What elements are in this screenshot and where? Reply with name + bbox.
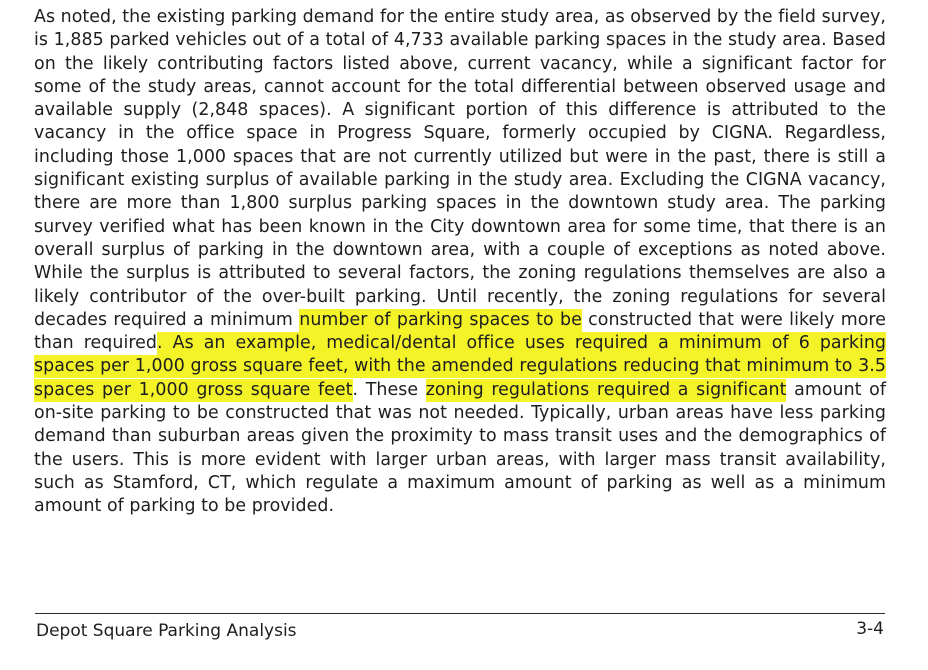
paragraph-text-middle-1: constructed that were likely more than required [34, 309, 886, 354]
paragraph-text-end: amount of on-site parking to be constructed that was not needed. Typically, urban areas have less parking demand than suburban areas given the proximity to mass transit uses and the demographics of the users. This is more evident with larger urban areas, with larger mass transit availability, such as Stamford, CT, which regulate a maximum amount of parking as well as a minimum amount of parking to be provided. [34, 379, 887, 517]
footer-document-title: Depot Square Parking Analysis [36, 621, 297, 641]
paragraph-text-start: As noted, the existing parking demand for the entire study area, as observed by the field survey, is 1,885 parked vehicles out of a total of 4,733 available parking spaces in the study area. Based on the likely contributing factors listed above, current vacancy, while a significant factor for some of the study areas, cannot account for the total differential between observed usage and available supply (2,848 spaces). A significant portion of this difference is attributed to the vacancy in the office space in Progress Square, formerly occupied by CIGNA. Regardless, including those 1,000 spaces that are not currently utilized but were in the past, there is still a significant existing surplus of available parking in the study area. Excluding the CIGNA vacancy, there are more than 1,800 surplus parking spaces in the downtown study area. The parking survey verified what has been known in the City downtown area for some time, that there is an overall surplus of parking in the downtown area, with a couple of exceptions as noted above. While the surplus is attributed to several factors, the zoning regulations themselves are also a likely contributor of the over-built parking. Until recently, the zoning regulations for several decades required a minimum [34, 7, 886, 330]
footer-divider [35, 613, 885, 614]
body-paragraph [34, 6, 886, 519]
paragraph-text-middle-2: . These [352, 379, 426, 400]
highlighted-text-1: number of parking spaces to be [299, 309, 582, 330]
highlighted-text-3: zoning regulations required a significant [425, 379, 787, 400]
footer-page-number: 3-4 [856, 619, 884, 639]
highlighted-text-2: . As an example, medical/dental office uses required a minimum of 6 parking spaces per 1,000 gross square feet, with the amended regulations reducing that minimum to 3.5 spaces per 1,000 gross square feet [34, 333, 886, 400]
